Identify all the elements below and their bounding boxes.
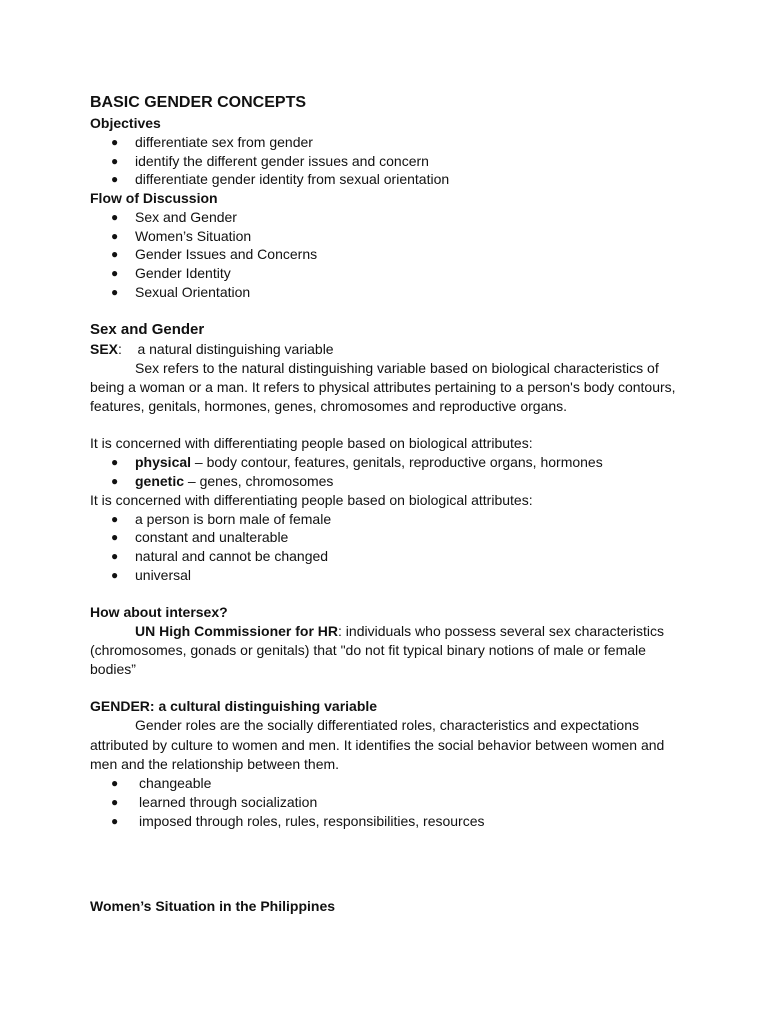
bullet-icon: ● bbox=[111, 455, 119, 470]
traits-list bbox=[90, 510, 690, 585]
flow-label: Flow of Discussion bbox=[90, 190, 218, 207]
list-item: ● identify the different gender issues and concern bbox=[111, 152, 429, 169]
list-item: ● Sexual Orientation bbox=[111, 283, 251, 300]
bullet-icon: ● bbox=[111, 135, 119, 149]
bullet-icon: ● bbox=[111, 813, 119, 828]
list-item: ● Women’s Situation bbox=[111, 227, 252, 244]
bullet-icon: ● bbox=[111, 284, 119, 299]
list-item: ● physical – body contour, features, genitals, reproductive organs, hormones bbox=[111, 454, 603, 471]
bullet-icon: ● bbox=[111, 474, 119, 489]
sex-definition: SEX: a natural distinguishing variable bbox=[90, 340, 334, 357]
bullet-icon: ● bbox=[111, 153, 119, 168]
bullet-icon: ● bbox=[111, 172, 119, 187]
list-item: ● Gender Identity bbox=[111, 265, 231, 282]
bullet-icon: ● bbox=[111, 210, 119, 225]
list-item: ● a person is born male of female bbox=[111, 510, 332, 527]
list-item: ● genetic – genes, chromosomes bbox=[111, 473, 334, 490]
bullet-icon: ● bbox=[111, 228, 119, 243]
objectives-label: Objectives bbox=[90, 115, 161, 131]
list-item: ● universal bbox=[111, 566, 192, 583]
page-title: BASIC GENDER CONCEPTS bbox=[90, 94, 307, 111]
list-item: ● natural and cannot be changed bbox=[111, 548, 329, 565]
bullet-icon: ● bbox=[111, 530, 119, 545]
list-item: ● Sex and Gender bbox=[111, 209, 237, 226]
list-item: ● learned through socialization bbox=[111, 793, 318, 810]
concerned-text-2: It is concerned with differentiating people based on biological attributes: bbox=[90, 491, 533, 508]
intersex-paragraph: UN High Commissioner for HR: individuals who possess several sex characteristics (chromosomes, gonads or genitals) that "do not fit typical binary notions of male or female bodies” bbox=[90, 622, 665, 678]
list-item: ● differentiate sex from gender bbox=[111, 134, 313, 150]
flow-list bbox=[90, 208, 690, 301]
bullet-icon: ● bbox=[111, 567, 119, 582]
list-item: ● imposed through roles, rules, responsibilities, resources bbox=[111, 812, 485, 829]
gender-paragraph: Gender roles are the socially differentiated roles, characteristics and expectations attributed by culture to women and men. It identifies the social behavior between women and men and the relationship between them. bbox=[90, 717, 665, 772]
section-heading-sex-and-gender: Sex and Gender bbox=[90, 320, 205, 338]
objectives-list bbox=[90, 133, 690, 189]
list-item: ● differentiate gender identity from sexual orientation bbox=[111, 171, 450, 188]
bullet-icon: ● bbox=[111, 247, 119, 262]
list-item: ● Gender Issues and Concerns bbox=[111, 246, 318, 263]
attributes-list bbox=[90, 453, 690, 490]
document-page bbox=[90, 92, 690, 916]
bullet-icon: ● bbox=[111, 776, 119, 791]
bullet-icon: ● bbox=[111, 511, 119, 526]
womens-situation-heading: Women’s Situation in the Philippines bbox=[90, 898, 336, 915]
gender-list bbox=[90, 774, 690, 830]
list-item: ● changeable bbox=[111, 775, 212, 792]
list-item: ● constant and unalterable bbox=[111, 529, 289, 546]
concerned-text-1: It is concerned with differentiating people based on biological attributes: bbox=[90, 435, 533, 452]
gender-heading: GENDER: a cultural distinguishing variable bbox=[90, 698, 378, 715]
bullet-icon: ● bbox=[111, 266, 119, 281]
bullet-icon: ● bbox=[111, 794, 119, 809]
sex-paragraph: Sex refers to the natural distinguishing variable based on biological characteristics of being a woman or a man. It refers to physical attributes pertaining to a person's body contours, features, genitals, hormones, genes, chromosomes and reproductive organs. bbox=[90, 359, 676, 415]
intersex-heading: How about intersex? bbox=[90, 603, 228, 620]
bullet-icon: ● bbox=[111, 549, 119, 564]
